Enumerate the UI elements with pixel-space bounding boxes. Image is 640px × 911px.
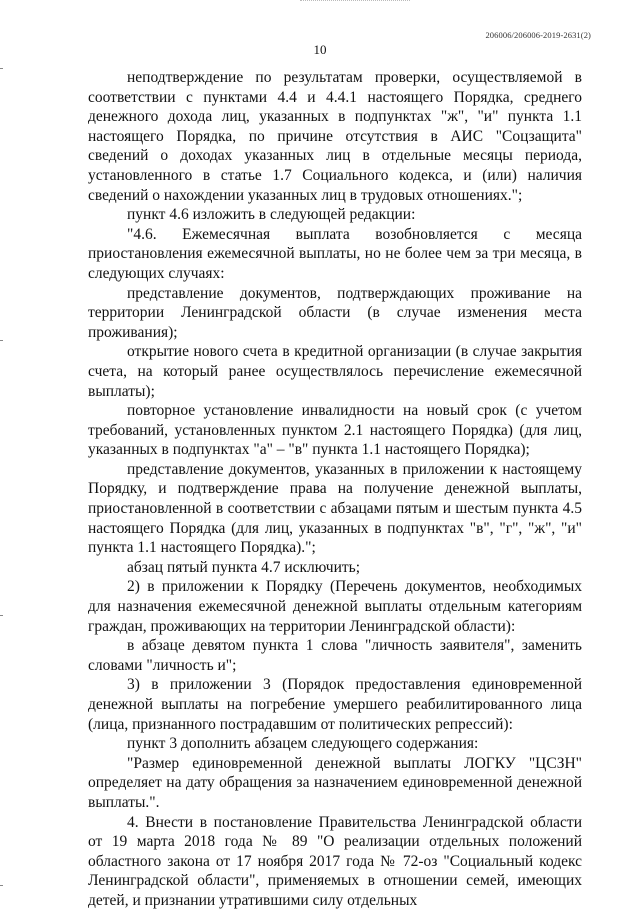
paragraph: пункт 3 дополнить абзацем следующего содержания: <box>127 735 479 753</box>
paragraph: "Размер единовременной денежной выплаты ЛОГКУ "ЦСЗН" определяет на дату обращения за назначением единовременной денежной выплаты.". <box>88 754 582 811</box>
paragraph: представление документов, указанных в приложении к настоящему Порядку, и подтверждение права на получение денежной выплаты, приостановленной в соответствии с абзацами пятым и шестым пункта 4.5 настоящего Порядка (для лиц, указанных в подпунктах "в", "г", "ж", "и" пункта 1.1 настоящего Порядка)."; <box>88 460 582 557</box>
paragraph: "4.6. Ежемесячная выплата возобновляется с месяца приостановления ежемесячной выплаты, но не более чем за три месяца, в следующих случаях: <box>88 225 582 282</box>
paragraph: абзац пятый пункта 4.7 исключить; <box>127 558 361 576</box>
margin-mark <box>0 615 3 616</box>
paragraph: неподтверждение по результатам проверки, осуществляемой в соответствии с пунктами 4.4 и 4.4.1 настоящего Порядка, среднего денежного дохода лиц, указанных в подпунктах "ж", "и" пункта 1.1 настоящего Порядка, по причине отсутствия в АИС "Соцзащита" сведений о доходах указанных лиц в отдельные месяцы периода, установленного в статье 1.7 Социального кодекса, и (или) наличия сведений о нахождении указанных лиц в трудовых отношениях."; <box>88 69 582 204</box>
paragraph: повторное установление инвалидности на новый срок (с учетом требований, установленных пунктом 2.1 настоящего Порядка) (для лиц, указанных в подпунктах "а" – "в" пункта 1.1 настоящего Порядка); <box>88 402 582 459</box>
margin-mark <box>0 885 3 886</box>
paragraph: открытие нового счета в кредитной организации (в случае закрытия счета, на который ранее осуществлялось перечисление ежемесячной выплаты); <box>88 343 582 400</box>
paragraph: 3) в приложении 3 (Порядок предоставления единовременной денежной выплаты на погребение умершего реабилитированного лица (лица, признанного пострадавшим от политических репрессий): <box>88 676 582 733</box>
scan-top-mark <box>300 0 410 7</box>
paragraph: 4. Внести в постановление Правительства Ленинградской области от 19 марта 2018 года № 89 "О реализации отдельных положений областного закона от 17 ноября 2017 года № 72-оз "Социальный кодекс Ленинградской области", применяемых в отношении семей, имеющих детей, и признании утратившими силу отдельных <box>88 813 582 909</box>
paragraph: пункт 4.6 изложить в следующей редакции: <box>127 206 416 224</box>
page-number: 10 <box>313 42 327 57</box>
paragraph: представление документов, подтверждающих проживание на территории Ленинградской области (в случае изменения места проживания); <box>88 284 582 341</box>
paragraph: в абзаце девятом пункта 1 слова "личность заявителя", заменить словами "личность и"; <box>88 637 582 674</box>
document-body <box>88 68 582 911</box>
document-code: 206006/206006-2019-2631(2) <box>485 30 591 40</box>
margin-mark <box>0 68 3 69</box>
paragraph: 2) в приложении к Порядку (Перечень документов, необходимых для назначения ежемесячной денежной выплаты отдельным категориям граждан, проживающих на территории Ленинградской области): <box>88 578 582 635</box>
margin-mark <box>0 340 3 341</box>
